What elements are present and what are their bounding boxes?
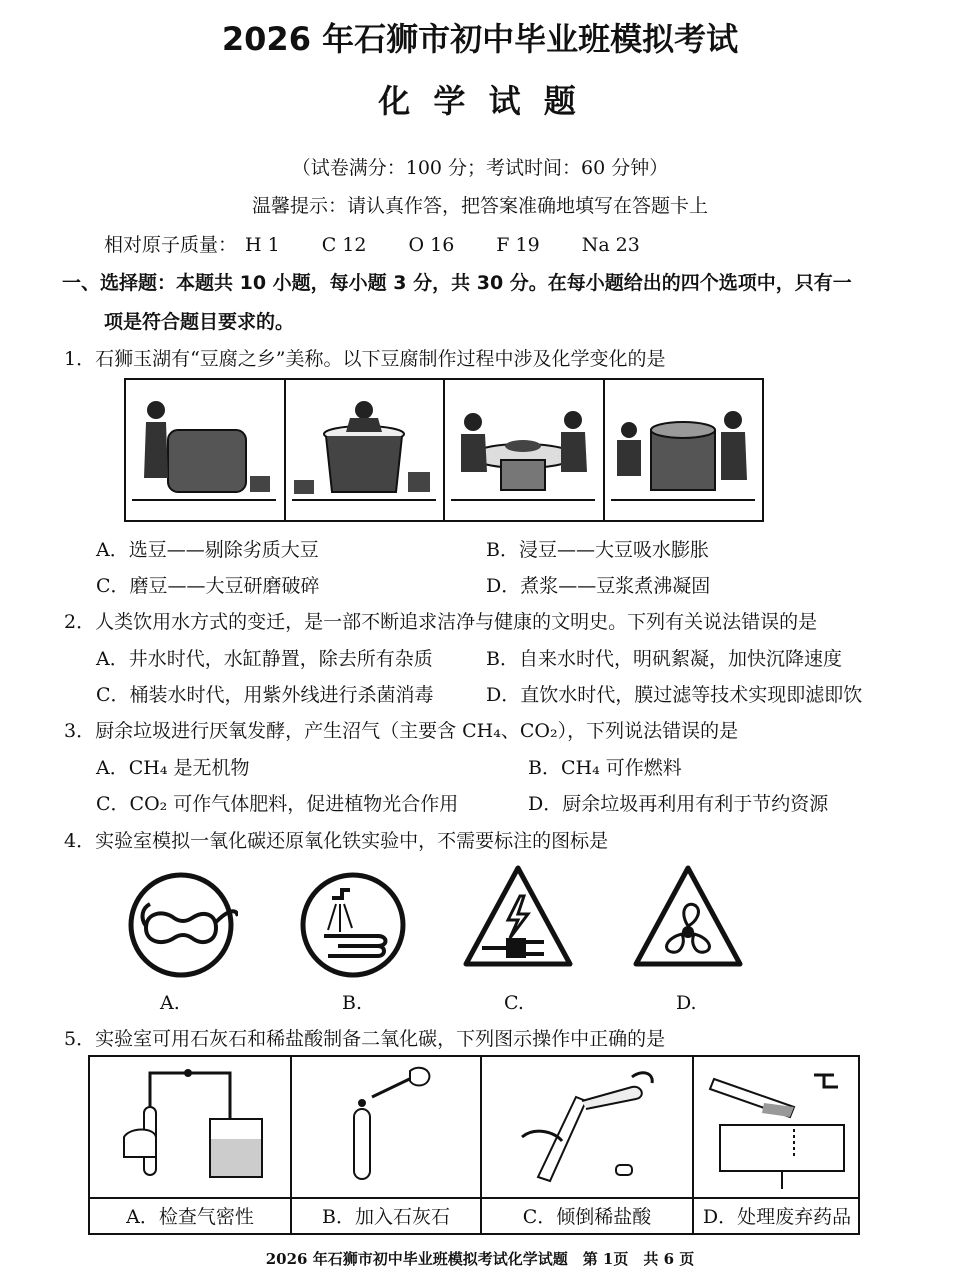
lab-option-b[interactable]: B．加入石灰石 xyxy=(292,1197,480,1235)
lab-option-c[interactable]: C．倾倒稀盐酸 xyxy=(482,1197,692,1235)
question-3-stem: 3．厨余垃圾进行厌氧发酵，产生沼气（主要含 CH₄、CO₂），下列说法错误的是 xyxy=(64,720,739,742)
tip-text: 温馨提示：请认真作答，把答案准确地填写在答题卡上 xyxy=(251,195,708,217)
q2-option-d[interactable]: D．直饮水时代，膜过滤等技术实现即滤即饮 xyxy=(486,684,863,706)
goggles-icon xyxy=(124,870,238,984)
tofu-panel-select xyxy=(126,380,286,520)
q2-option-b[interactable]: B．自来水时代，明矾絮凝，加快沉降速度 xyxy=(486,648,842,670)
exam-info: （试卷满分：100 分；考试时间：60 分钟） xyxy=(291,157,669,179)
subject-title: 化 学 试 题 xyxy=(378,82,582,120)
ventilation-fan-icon xyxy=(630,862,746,978)
question-1-stem: 1．石狮玉湖有“豆腐之乡”美称。以下豆腐制作过程中涉及化学变化的是 xyxy=(64,348,666,370)
tofu-panel-boil xyxy=(605,380,763,520)
lab-panel-c[interactable] xyxy=(482,1057,694,1233)
q1-option-b[interactable]: B．浸豆——大豆吸水膨胀 xyxy=(486,539,709,561)
lab-option-a[interactable]: A．检查气密性 xyxy=(90,1197,290,1235)
atomic-mass-h: H 1 xyxy=(245,234,280,256)
tofu-panel-grind xyxy=(445,380,605,520)
lab-panel-d[interactable] xyxy=(694,1057,860,1233)
hand-wash-icon xyxy=(298,870,408,984)
lab-option-d[interactable]: D．处理废弃药品 xyxy=(694,1197,860,1235)
q3-option-a[interactable]: A．CH₄ 是无机物 xyxy=(96,757,250,779)
q4-option-b[interactable]: B. xyxy=(342,992,363,1014)
q2-option-c[interactable]: C．桶装水时代，用紫外线进行杀菌消毒 xyxy=(96,684,434,706)
q4-option-c[interactable]: C. xyxy=(504,992,524,1014)
atomic-mass-row xyxy=(104,230,640,257)
section-heading-line1: 一、选择题：本题共 10 小题，每小题 3 分，共 30 分。在每小题给出的四个选项中，只有一 xyxy=(62,272,852,294)
atomic-mass-na: Na 23 xyxy=(581,234,640,256)
tofu-panel-soak xyxy=(286,380,446,520)
section-heading-line2: 项是符合题目要求的。 xyxy=(104,311,295,333)
q3-option-b[interactable]: B．CH₄ 可作燃料 xyxy=(528,757,682,779)
q4-option-d[interactable]: D. xyxy=(676,992,697,1014)
electric-hazard-icon xyxy=(460,862,576,978)
lab-operations-figure xyxy=(88,1055,860,1235)
q4-option-a[interactable]: A. xyxy=(160,992,180,1014)
question-4-stem: 4．实验室模拟一氧化碳还原氧化铁实验中，不需要标注的图标是 xyxy=(64,830,609,852)
q1-option-d[interactable]: D．煮浆——豆浆煮沸凝固 xyxy=(486,575,711,597)
exam-title: 2026 年石狮市初中毕业班模拟考试 xyxy=(221,20,739,58)
atomic-mass-label: 相对原子质量： xyxy=(104,234,238,256)
question-2-stem: 2．人类饮用水方式的变迁，是一部不断追求洁净与健康的文明史。下列有关说法错误的是 xyxy=(64,611,818,633)
page-footer: 2026 年石狮市初中毕业班模拟考试化学试题 第 1页 共 6 页 xyxy=(265,1250,695,1268)
question-5-stem: 5．实验室可用石灰石和稀盐酸制备二氧化碳，下列图示操作中正确的是 xyxy=(64,1028,666,1050)
lab-panel-b[interactable] xyxy=(292,1057,482,1233)
tofu-figure xyxy=(124,378,764,522)
q3-option-d[interactable]: D．厨余垃圾再利用有利于节约资源 xyxy=(528,793,829,815)
lab-panel-a[interactable] xyxy=(90,1057,292,1233)
q1-option-a[interactable]: A．选豆——剔除劣质大豆 xyxy=(96,539,319,561)
atomic-mass-o: O 16 xyxy=(408,234,455,256)
q1-option-c[interactable]: C．磨豆——大豆研磨破碎 xyxy=(96,575,320,597)
q3-option-c[interactable]: C．CO₂ 可作气体肥料，促进植物光合作用 xyxy=(96,793,459,815)
atomic-mass-f: F 19 xyxy=(496,234,540,256)
q2-option-a[interactable]: A．井水时代，水缸静置，除去所有杂质 xyxy=(96,648,433,670)
atomic-mass-c: C 12 xyxy=(321,234,367,256)
